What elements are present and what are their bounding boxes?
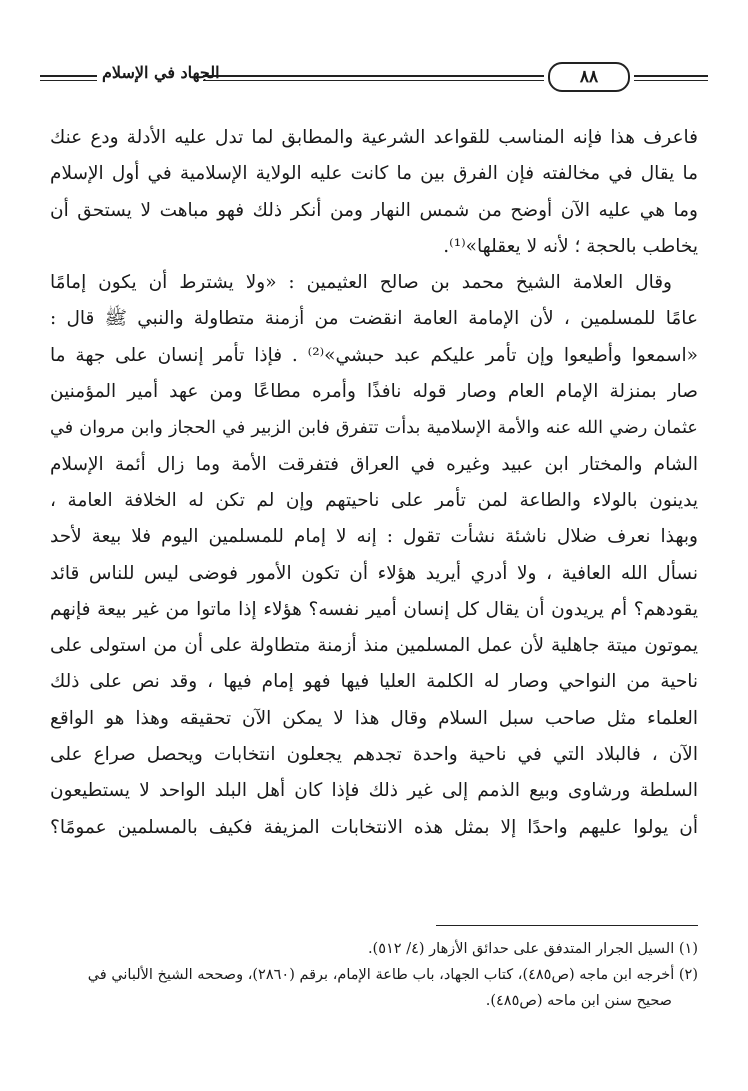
text-line: وقال العلامة الشيخ محمد بن صالح العثيمين : «ولا يشترط أن يكون إمامًا	[50, 272, 672, 294]
text-line: السلطة ورشاوى وبيع الذمم إلى غير ذلك فإذا كان أهل البلد الواحد لا يستطيعون	[50, 780, 698, 802]
text-line: يدينون بالولاء والطاعة لمن تأمر على ناحيتهم وإن لم تكن له الخلافة العامة ،	[50, 489, 698, 511]
text-line: ناحية من النواحي وصار له الكلمة العليا فيها فهو إمام فيها ، وقد نص على ذلك	[50, 671, 698, 693]
footnote-2-continuation: صحيح سنن ابن ماحه (ص٤٨٥).	[485, 993, 672, 1009]
text-line: يخاطب بالحجة ؛ لأنه لا يعقلها»⁽¹⁾.	[443, 235, 698, 257]
header-rule-left	[40, 75, 97, 77]
text-line: يموتون ميتة جاهلية لأن عمل المسلمين منذ أزمنة متطاولة على أن من استولى على	[50, 635, 698, 657]
text-line: فاعرف هذا فإنه المناسب للقواعد الشرعية والمطابق لما تدل عليه الأدلة ودع عنك	[50, 127, 698, 148]
text-line: «اسمعوا وأطيعوا وإن تأمر عليكم عبد حبشي»⁽²⁾ . فإذا تأمر إنسان على جهة ما	[50, 344, 698, 366]
page-header	[40, 58, 708, 94]
text-line: عامًا للمسلمين ، لأن الإمامة العامة انقضت من أزمنة متطاولة والنبي ﷺ قال :	[50, 308, 698, 330]
text-line: وما هي عليه الآن أوضح من شمس النهار ومن أنكر ذلك فهو مباهت لا يستحق أن	[50, 199, 698, 221]
text-line: نسأل الله العافية ، ولا أدري أيريد هؤلاء أن تكون الأمور فوضى ليس للناس قائد	[50, 562, 698, 584]
main-text	[50, 120, 698, 846]
page-number: ٨٨	[548, 62, 630, 92]
text-line: يقودهم؟ أم يريدون أن يقال كل إنسان أمير نفسه؟ هؤلاء إذا ماتوا من غير بيعة فإنهم	[50, 598, 698, 620]
footnotes	[50, 936, 698, 1014]
text-line: العلماء مثل صاحب سبل السلام وقال هذا لا يمكن الآن تحقيقه وهذا هو الواقع	[50, 707, 698, 729]
text-line: وبهذا نعرف ضلال ناشئة نشأت تقول : إنه لا إمام للمسلمين اليوم فلا بيعة لأحد	[50, 526, 698, 548]
text-line: الشام والمختار ابن عبيد وغيره في العراق فتفرقت الأمة وما زال أئمة الإسلام	[50, 453, 698, 475]
footnote-1: (١) السيل الجرار المتدفق على حدائق الأزهار (٤/ ٥١٢).	[367, 941, 698, 957]
header-rule-right	[634, 75, 708, 77]
text-line: الآن ، فالبلاد التي في ناحية واحدة تجدهم يجعلون انتخابات ويحصل صراع على	[50, 744, 698, 766]
text-line: صار بمنزلة الإمام العام وصار قوله نافذًا وأمره مطاعًا ومن عهد أمير المؤمنين	[50, 381, 698, 403]
running-title: الجهاد في الإسلام	[102, 63, 220, 82]
footnote-divider	[436, 925, 698, 926]
text-line: أن يولوا عليهم واحدًا إلا بمثل هذه الانتخابات المزيفة فكيف بالمسلمين عمومًا؟	[50, 816, 698, 838]
text-line: عثمان رضي الله عنه والأمة الإسلامية بدأت تتفرق فابن الزبير في الحجاز وابن مروان في	[50, 418, 698, 439]
header-rule-middle	[203, 75, 544, 77]
text-line: ما يقال في مخالفته فإن الفرق بين ما كانت عليه الولاية الإسلامية في أول الإسلام	[50, 163, 698, 185]
footnote-2: (٢) أخرجه ابن ماجه (ص٤٨٥)، كتاب الجهاد، باب طاعة الإمام، برقم (٢٨٦٠)، وصححه الشيخ الألباني في	[87, 967, 698, 983]
